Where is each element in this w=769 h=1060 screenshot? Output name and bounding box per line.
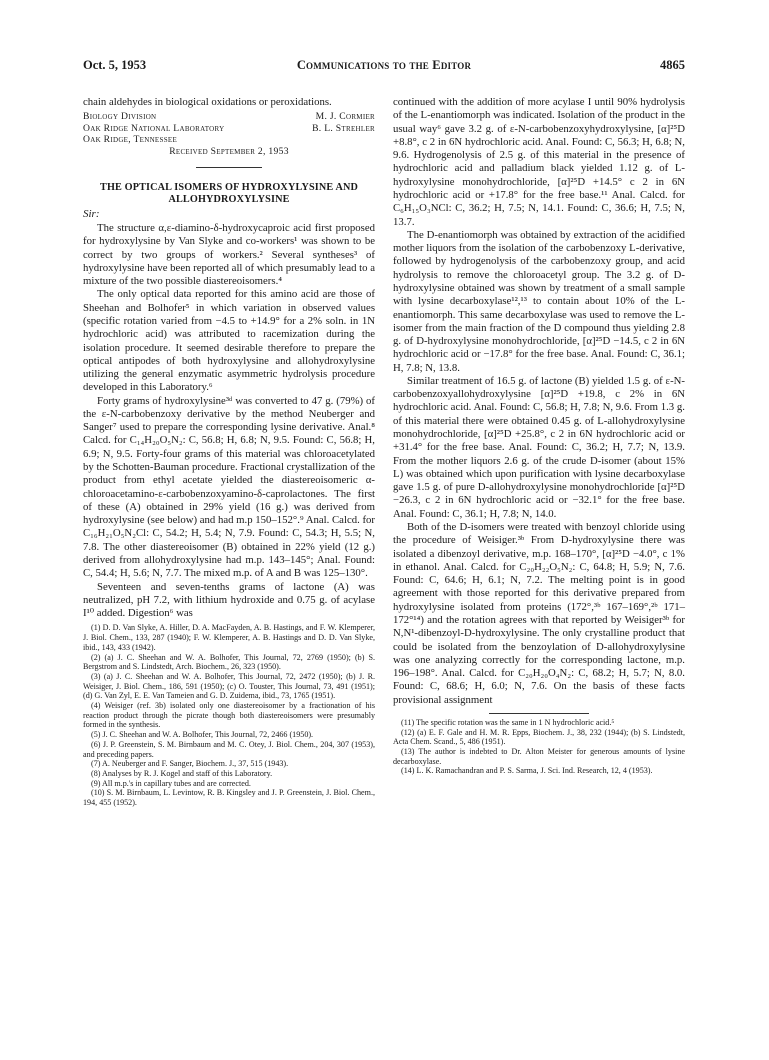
footnotes	[393, 718, 685, 776]
received-date: Received September 2, 1953	[169, 145, 289, 157]
affiliation-dept: Biology Division	[83, 111, 157, 123]
author-name: B. L. Strehler	[312, 122, 375, 134]
left-column	[83, 96, 375, 808]
body-paragraph: The only optical data reported for this amino acid are those of Sheehan and Bolhofer⁵ in which variation in observed values (specific rotation varied from −4.5 to +14.9° for a 2% soln. in 1N hydrochloric acid) was attributed to racemization during the isolation procedure. It seemed desirable therefore to prepare the optical antipodes of both hydroxylysine and allohydroxylysine utilizing the general enzymatic asymmetric hydrolysis procedure developed in this Laboratory.⁶	[83, 288, 375, 394]
body-paragraph: Seventeen and seven-tenths grams of lactone (A) was neutralized, pH 7.2, with lithium hydroxide and 0.75 g. of acylase I¹⁰ added. Digestion⁶ was	[83, 580, 375, 620]
footnote: (6) J. P. Greenstein, S. M. Birnbaum and M. C. Otey, J. Biol. Chem., 204, 307 (1953), and preceding papers.	[83, 739, 375, 759]
continuation-text: chain aldehydes in biological oxidations or peroxidations.	[83, 96, 332, 108]
footnote: (7) A. Neuberger and F. Sanger, Biochem. J., 37, 515 (1943).	[91, 759, 289, 769]
footnote: (5) J. C. Sheehan and W. A. Bolhofer, This Journal, 72, 2466 (1950).	[91, 730, 314, 740]
footnote: (12) (a) E. F. Gale and H. M. R. Epps, Biochem. J., 38, 232 (1944); (b) S. Lindstedt, Acta Chem. Scand., 5, 486 (1951).	[393, 727, 685, 747]
body-paragraph: Forty grams of hydroxylysine³ᵈ was converted to 47 g. (79%) of the ε-N-carbobenzoxy derivative by the method Neuberger and Sanger⁷ used to prepare the corresponding lysine derivative. Anal.⁸ Calcd. for C₁₄H₂₀O₅N₂: C, 56.8; H, 6.8; N, 9.5. Found: C, 56.8; H, 6.9; N, 9.5. Forty-four grams of this material was chloroacetylated by the Schotten-Bauman procedure. Fractional crystallization of the product from ethyl acetate yielded the diastereoisomeric α-chloroacetamino-ε-carbobenzoxyamino-δ-caprolactones. The first of these (A) obtained in 29% yield (16 g.) was derived from hydroxylysine (see below) and had m.p 150–152°.⁹ Anal. Calcd. for C₁₆H₂₁O₅N₂Cl: C, 54.2; H, 5.4; N, 7.9. Found: C, 54.3; H, 5.5; N, 7.8. The other diastereoisomer (B) obtained in 22% yield (12 g.) derived from allohydroxylysine had m.p. 143–145°; Anal. Found: C, 54.4; H, 5.6; N, 7.7. The mixed m.p. of A and B was 125–130°.	[83, 394, 375, 580]
footnote: (9) All m.p.'s in capillary tubes and are corrected.	[91, 778, 251, 788]
author-affiliation	[83, 111, 375, 157]
footnote-divider	[489, 713, 589, 714]
footnote: (3) (a) J. C. Sheehan and W. A. Bolhofer, This Journal, 72, 2472 (1950); (b) J. R. Weisiger, J. Biol. Chem., 186, 591 (1950); (c) O. Touster, This Journal, 73, 491 (1951); (d) G. Van Zyl, E. E. Van Tameien and G. D. Zuidema, ibid., 73, 1765 (1951).	[83, 671, 375, 701]
footnotes	[83, 623, 375, 807]
body-paragraph: Similar treatment of 16.5 g. of lactone (B) yielded 1.5 g. of ε-N-carbobenzoxyallohydroxylysine [α]²⁵D +19.8, c 2% in 6N hydrochloric acid. Anal. Found: C, 56.8; H, 7.8; N, 9.6. From 1.3 g. of this material there were obtained 0.45 g. of L-allohydroxylysine monohydrochloride, [α]²⁵D +25.8°, c 2 in 6N hydrochloric acid or +31.4° for the free base. Anal. Found: C, 36.2; H, 7.7; N, 13.9. From the mother liquors 2.6 g. of the crude D-isomer (about 15% L) was obtained which upon purification with lysine decarboxylase gave 1.5 g. of pure D-allohydroxylysine monohydrochloride [α]²⁵D −26.3, c 2 in 6N hydrochloric acid or −32.1° for the free base. Anal. Found: C, 36.1; H, 7.8; N, 14.0.	[393, 374, 685, 520]
body-paragraph: The structure α,ε-diamino-δ-hydroxycaproic acid first proposed for hydroxylysine by Van Slyke and co-workers¹ was shown to be correct by two groups of workers.² Several syntheses³ of hydroxylysine have been reported all of which presumably lead to a mixture of the two possible diastereoisomers.⁴	[83, 221, 375, 288]
right-column	[393, 96, 685, 776]
footnote: (13) The author is indebted to Dr. Alton Meister for generous amounts of lysine decarboxylase.	[393, 747, 685, 766]
body-paragraph: The D-enantiomorph was obtained by extraction of the acidified mother liquors from the isolation of the carbobenzoxy L-derivative, followed by hydrogenolysis of the carbobenzoxy group, and acid hydrolysis to remove the chloroacetyl group. The 3.2 g. of D-hydroxylysine obtained was shown by treatment of a small sample with lysine decarboxylase¹²,¹³ to contain about 10% of the L-enantiomorph. This same decarboxylase was used to remove the L-isomer from the main fraction of the D compound thus yielding 2.8 g. of D-hydroxylysine monohydrochloride, [α]²⁵D −14.5, c 2 in 6N hydrochloric acid or −17.8° for the free base. Anal. Found: C, 36.1; H, 7.8; N, 13.8.	[393, 228, 685, 374]
issue-date: Oct. 5, 1953	[83, 58, 147, 72]
page-header	[83, 58, 685, 74]
section-divider	[196, 167, 262, 168]
page-number: 4865	[660, 58, 685, 72]
footnote: (1) D. D. Van Slyke, A. Hiller, D. A. MacFayden, A. B. Hastings, and F. W. Klemperer, J. Biol. Chem., 133, 287 (1940); F. W. Klemperer, A. B. Hastings and D. D. Van Slyke, ibid., 143, 433 (1942).	[83, 623, 375, 652]
footnote: (8) Analyses by R. J. Kogel and staff of this Laboratory.	[91, 768, 273, 778]
section-title: Communications to the Editor	[296, 58, 472, 72]
affiliation-lab: Oak Ridge National Laboratory	[83, 122, 225, 134]
body-paragraph: Both of the D-isomers were treated with benzoyl chloride using the procedure of Weisiger.³ᵇ From D-hydroxylysine there was isolated a dibenzoyl derivative, m.p. 168–170°, [α]²⁵D −4.0°, c 1% in ethanol. Anal. Calcd. for C₂₀H₂₂O₅N₂: C, 64.8; H, 5.9; N, 7.6. Found: C, 64.6; H, 6.1; N, 7.2. The melting point is in good agreement with those reported for this derivative prepared from hydroxylysine isolated from proteins (172°,³ᵇ 167–169°,²ᵇ 171–172°¹⁴) and the rotation agrees with that reported by Weisiger³ᵇ for N,N¹-dibenzoyl-D-hydroxylysine. The only crystalline product that could be isolated from the benzoylation of D-allohydroxylysine was one analyzing correctly for the corresponding lactone, m.p. 196–198°. Anal. Calcd. for C₂₀H₂₀O₄N₂: C, 68.2; H, 5.7; N, 8.0. Found: C, 68.6; H, 6.0; N, 7.6. On the basis of these facts provisional assignment	[393, 521, 685, 706]
footnote: (2) (a) J. C. Sheehan and W. A. Bolhofer, This Journal, 72, 2769 (1950); (b) S. Bergstrom and S. Lindstedt, Arch. Biochem., 26, 323 (1950).	[83, 652, 375, 672]
footnote: (14) L. K. Ramachandran and P. S. Sarma, J. Sci. Ind. Research, 12, 4 (1953).	[401, 766, 653, 776]
affiliation-city: Oak Ridge, Tennessee	[83, 134, 178, 146]
footnote: (4) Weisiger (ref. 3b) isolated only one diastereoisomer by a fractionation of his reaction product through the picrate though both diastereoisomers were presumably formed in the synthesis.	[83, 701, 375, 730]
article-title: THE OPTICAL ISOMERS OF HYDROXYLYSINE AND ALLOHYDROXYLYSINE	[100, 182, 358, 206]
salutation: Sir:	[83, 207, 100, 220]
footnote: (10) S. M. Birnbaum, L. Levintow, R. B. Kingsley and J. P. Greenstein, J. Biol. Chem., 194, 455 (1952).	[83, 788, 375, 808]
footnote: (11) The specific rotation was the same in 1 N hydrochloric acid.⁵	[401, 717, 615, 727]
author-name: M. J. Cormier	[315, 111, 375, 123]
body-paragraph: continued with the addition of more acylase I until 90% hydrolysis of the L-enantiomorph was indicated. Isolation of the product in the usual way⁶ gave 3.2 g. of ε-N-carbobenzoxyhydroxylysine, [α]²⁵D +8.8°, c 2 in 6N hydrochloric acid. Anal. Found: C, 56.3; H, 6.8; N, 9.6. Hydrogenolysis of 2.5 g. of this material in the presence of hydrochloric acid and palladium black yielded 1.12 g. of L-hydroxylysine monohydrochloride, [α]²⁵D +14.5° c 2 in 6N hydrochloric acid or +17.8° for the free base.¹¹ Anal. Calcd. for C₆H₁₅O₃NCl: C, 36.2; H, 7.5; N, 14.1. Found: C, 36.6; H, 7.5; N, 13.7.	[393, 96, 685, 228]
